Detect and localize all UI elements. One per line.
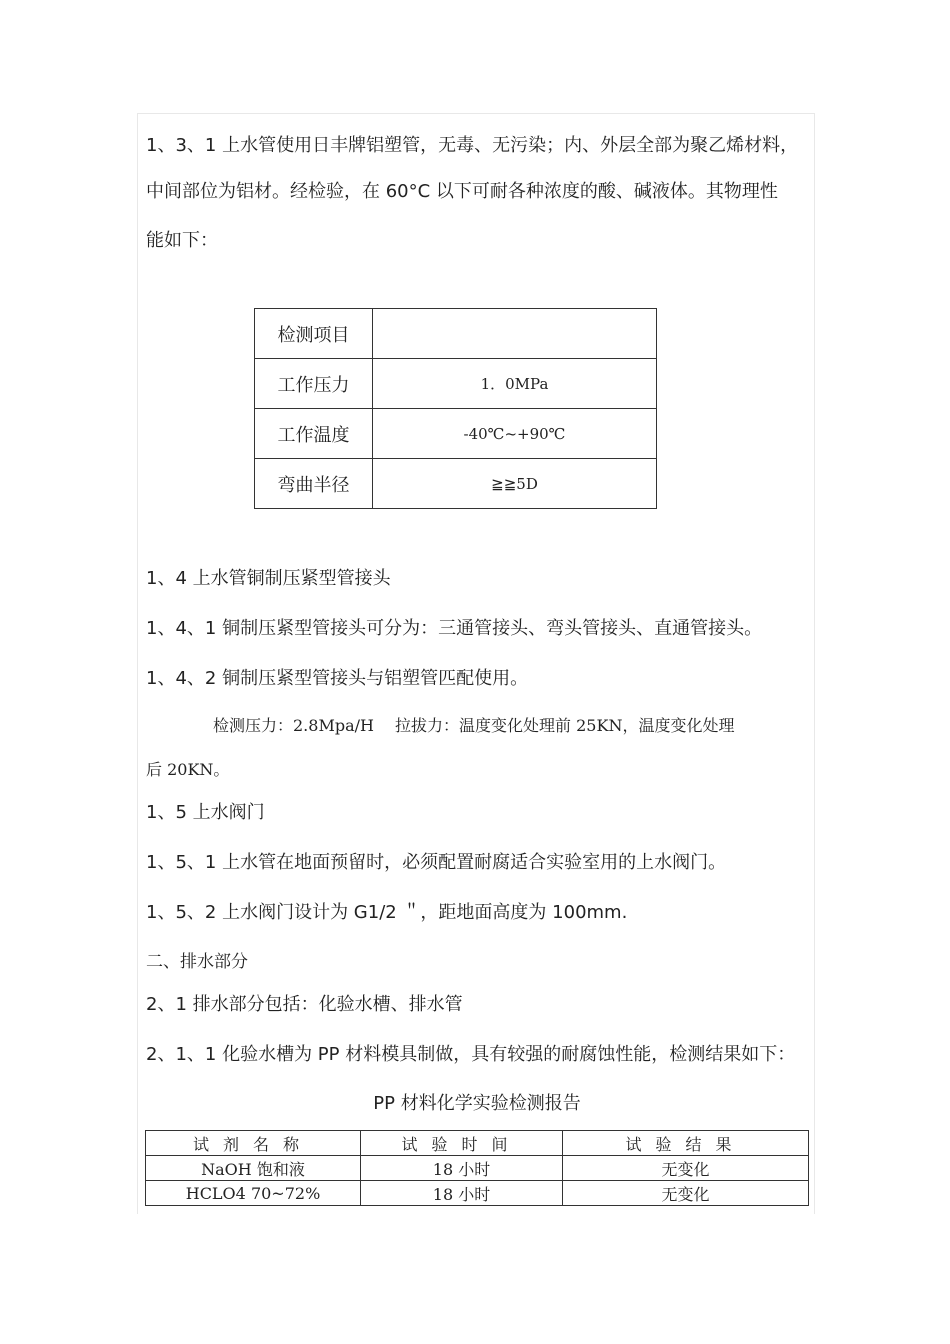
- paragraph-1-3-1-line-1: 1、3、1 上水管使用日丰牌铝塑管，无毒、无污染；内、外层全部为聚乙烯材料，: [146, 135, 799, 156]
- spec-value: [373, 309, 657, 359]
- table-row: [255, 409, 657, 459]
- spec-label: 弯曲半径: [255, 459, 373, 509]
- table-cell: 18 小时: [361, 1156, 563, 1181]
- section-2-1: 2、1 排水部分包括：化验水槽、排水管: [146, 994, 463, 1015]
- column-header: 试剂名称: [146, 1131, 361, 1156]
- table-cell: 18 小时: [361, 1181, 563, 1206]
- section-1-5-heading: 1、5 上水阀门: [146, 802, 265, 823]
- section-1-4-1: 1、4、1 铜制压紧型管接头可分为：三通管接头、弯头管接头、直通管接头。: [146, 618, 763, 639]
- table-row: [255, 309, 657, 359]
- table-row: [255, 459, 657, 509]
- spec-value: 1．0MPa: [373, 359, 657, 409]
- table-cell: 无变化: [563, 1181, 809, 1206]
- spec-label: 工作压力: [255, 359, 373, 409]
- report-table: [145, 1130, 809, 1206]
- column-header: 试验时间: [361, 1131, 563, 1156]
- table-cell: NaOH 饱和液: [146, 1156, 361, 1181]
- section-1-4-2: 1、4、2 铜制压紧型管接头与铝塑管匹配使用。: [146, 668, 529, 689]
- spec-table: [254, 308, 657, 509]
- test-result-line-2: 后 20KN。: [146, 760, 230, 779]
- section-2-1-1: 2、1、1 化验水槽为 PP 材料模具制做，具有较强的耐腐蚀性能，检测结果如下：: [146, 1044, 796, 1065]
- drain-section-title: 二、排水部分: [146, 952, 248, 972]
- column-header: 试验结果: [563, 1131, 809, 1156]
- report-caption: PP 材料化学实验检测报告: [373, 1093, 581, 1114]
- section-1-5-1: 1、5、1 上水管在地面预留时，必须配置耐腐适合实验室用的上水阀门。: [146, 852, 727, 873]
- section-1-4-heading: 1、4 上水管铜制压紧型管接头: [146, 568, 391, 589]
- paragraph-1-3-1-line-3: 能如下：: [146, 230, 218, 251]
- table-row: [146, 1156, 809, 1181]
- paragraph-1-3-1-line-2: 中间部位为铝材。经检验，在 60°C 以下可耐各种浓度的酸、碱液体。其物理性: [146, 181, 778, 202]
- spec-label: 工作温度: [255, 409, 373, 459]
- table-header-row: [146, 1131, 809, 1156]
- section-1-5-2: 1、5、2 上水阀门设计为 G1/2 ＂，距地面高度为 100mm.: [146, 902, 628, 923]
- test-result-line-1: 检测压力：2.8Mpa/H 拉拔力：温度变化处理前 25KN，温度变化处理: [213, 716, 735, 735]
- table-row: [146, 1181, 809, 1206]
- spec-label: 检测项目: [255, 309, 373, 359]
- table-cell: HCLO4 70~72%: [146, 1181, 361, 1206]
- table-row: [255, 359, 657, 409]
- spec-value: ≧≧5D: [373, 459, 657, 509]
- spec-value: -40℃~+90℃: [373, 409, 657, 459]
- table-cell: 无变化: [563, 1156, 809, 1181]
